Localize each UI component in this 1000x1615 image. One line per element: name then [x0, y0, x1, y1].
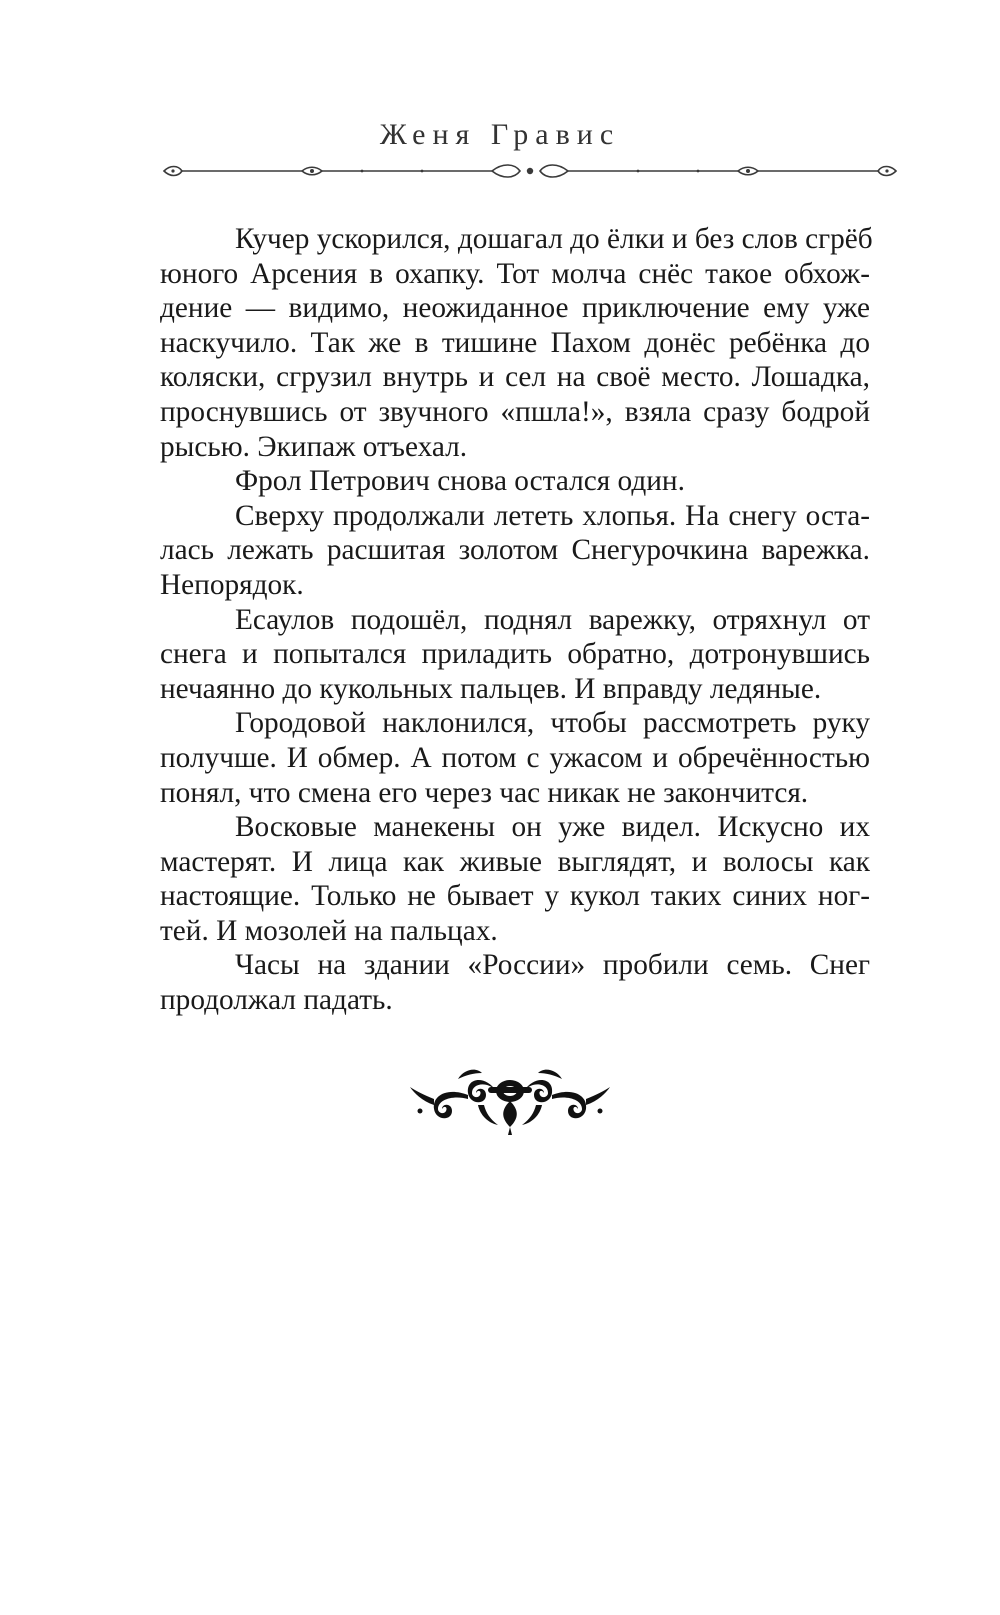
text-line: дение — видимо, неожиданное приключение ему уже	[160, 292, 870, 325]
paragraph	[160, 499, 870, 603]
ornamental-rule-icon	[162, 160, 898, 182]
text-line: Есаулов подошёл, поднял варежку, отряхнул от	[235, 603, 870, 636]
paragraph	[160, 222, 873, 464]
text-line: Восковые манекены он уже видел. Искусно их	[235, 811, 870, 844]
floral-vignette-icon	[408, 1065, 612, 1137]
paragraph	[160, 603, 870, 707]
text-line: рысью. Экипаж отъехал.	[160, 430, 468, 463]
paragraph	[160, 810, 870, 948]
paragraph	[160, 706, 870, 810]
text-line: Кучер ускорился, дошагал до ёлки и без слов сгрёб	[235, 223, 873, 255]
paragraph	[160, 948, 870, 1017]
text-line: Городовой наклонился, чтобы рассмотреть руку	[235, 707, 870, 740]
text-line: Непорядок.	[160, 568, 304, 601]
text-line: Часы на здании «России» пробили семь. Снег	[235, 949, 870, 982]
text-line: мастерят. И лица как живые выглядят, и волосы как	[160, 845, 870, 878]
paragraph	[160, 464, 870, 499]
text-line: продолжал падать.	[160, 984, 393, 1017]
text-line: получше. И обмер. А потом с ужасом и обречённостью	[160, 741, 870, 774]
text-line: проснувшись от звучного «пшла!», взяла сразу бодрой	[160, 395, 870, 428]
text-line: коляски, сгрузил внутрь и сел на своё место. Лошадка,	[160, 361, 870, 394]
body-text	[160, 222, 873, 1018]
running-head-author: Женя Гравис	[379, 118, 621, 151]
text-line: настоящие. Только не бывает у кукол таких синих ног-	[160, 880, 870, 913]
text-line: наскучило. Так же в тишине Пахом донёс ребёнка до	[160, 326, 870, 359]
text-line: Сверху продолжали лететь хлопья. На снегу оста-	[235, 499, 870, 532]
text-line: нечаянно до кукольных пальцев. И вправду ледяные.	[160, 672, 822, 705]
text-line: Фрол Петрович снова остался один.	[235, 465, 685, 498]
text-line: тей. И мозолей на пальцах.	[160, 914, 498, 947]
text-line: юного Арсения в охапку. Тот молча снёс такое обхож-	[160, 257, 870, 290]
text-line: понял, что смена его через час никак не закончится.	[160, 776, 809, 809]
text-line: снега и попытался приладить обратно, дотронувшись	[160, 638, 870, 671]
text-line: лась лежать расшитая золотом Снегурочкина варежка.	[160, 534, 870, 567]
